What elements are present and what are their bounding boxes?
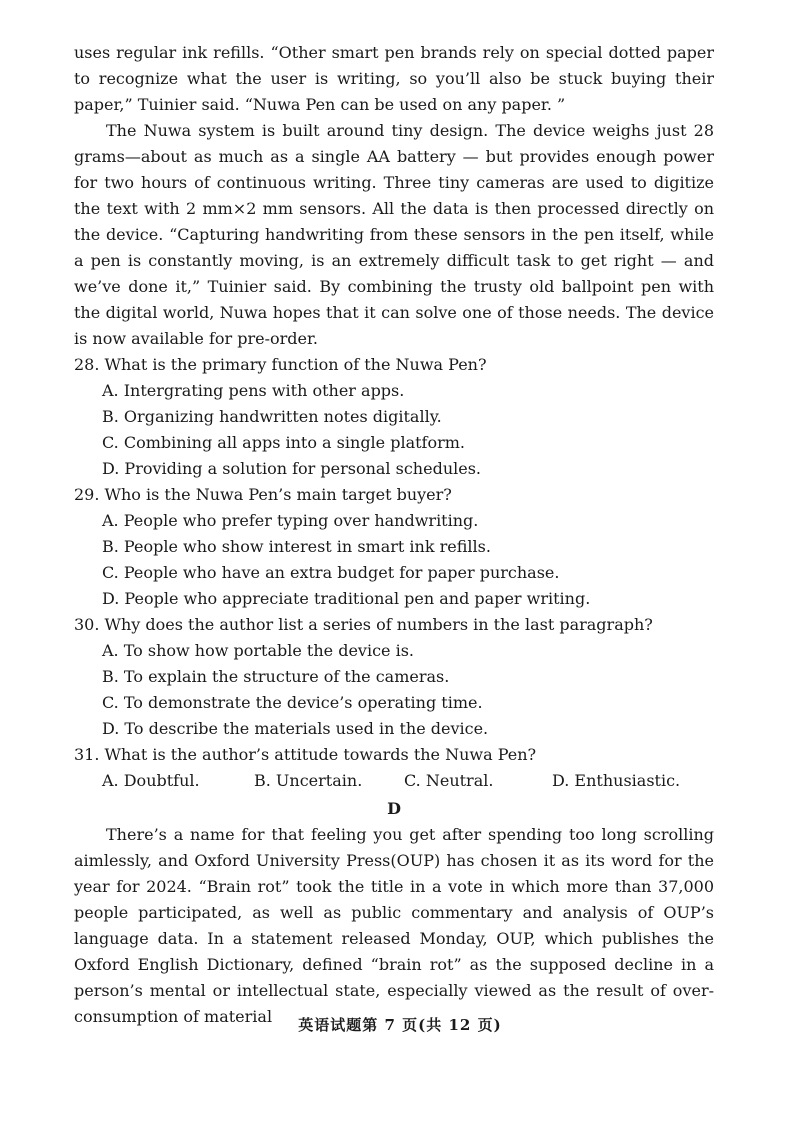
passage-c-paragraph-2: The Nuwa system is built around tiny design. The device weighs just 28 grams—about as much as a single AA battery — but provides enough power for two hours of continuous writing. Three tiny cameras are used to digitize the text with 2 mm×2 mm sensors. All the data is then processed directly on the device. “Capturing handwriting from these sensors in the pen itself, while a pen is constantly moving, is an extremely difficult task to get right — and we’ve done it,” Tuinier said. By combining the trusty old ballpoint pen with the digital world, Nuwa hopes that it can solve one of those needs. The device is now available for pre-order. (74, 121, 714, 348)
option-b: B. To explain the structure of the cameras. (102, 667, 450, 686)
option-c: C. Neutral. (404, 771, 494, 790)
option-b: B. People who show interest in smart ink refills. (102, 537, 491, 556)
passage-c-paragraph-1: uses regular ink refills. “Other smart pen brands rely on special dotted paper to recognize what the user is writing, so you’ll also be stuck buying their paper,” Tuinier said. “Nuwa Pen can be used on any paper. ” (74, 43, 714, 114)
option-b: B. Uncertain. (254, 771, 363, 790)
option-a: A. Intergrating pens with other apps. (102, 381, 405, 400)
question-stem: 29. Who is the Nuwa Pen’s main target buyer? (74, 485, 452, 504)
question-28 (74, 352, 714, 482)
page-body (74, 40, 714, 1030)
question-29 (74, 482, 714, 612)
option-d: D. Enthusiastic. (552, 771, 681, 790)
question-stem: 31. What is the author’s attitude towards the Nuwa Pen? (74, 745, 537, 764)
inline-options (102, 768, 714, 794)
question-30 (74, 612, 714, 742)
option-c: C. Combining all apps into a single platform. (102, 433, 466, 452)
page-footer: 英语试题第 7 页(共 12 页) (298, 1016, 502, 1034)
section-d-paragraph: There’s a name for that feeling you get after spending too long scrolling aimlessly, and Oxford University Press(OUP) has chosen it as its word for the year for 2024. “Brain rot” took the title in a vote in which more than 37,000 people participated, as well as public commentary and analysis of OUP’s language data. In a statement released Monday, OUP, which publishes the Oxford English Dictionary, defined “brain rot” as the supposed decline in a person’s mental or intellectual state, especially viewed as the result of over-consumption of material (74, 825, 714, 1026)
option-c: C. To demonstrate the device’s operating time. (102, 693, 483, 712)
option-a: A. People who prefer typing over handwriting. (102, 511, 479, 530)
option-a: A. Doubtful. (102, 771, 200, 790)
question-stem: 30. Why does the author list a series of numbers in the last paragraph? (74, 615, 653, 634)
question-31 (74, 742, 714, 794)
option-a: A. To show how portable the device is. (102, 641, 415, 660)
question-stem: 28. What is the primary function of the Nuwa Pen? (74, 355, 487, 374)
option-d: D. To describe the materials used in the device. (102, 719, 489, 738)
option-c: C. People who have an extra budget for paper purchase. (102, 563, 560, 582)
option-d: D. People who appreciate traditional pen and paper writing. (102, 589, 591, 608)
option-d: D. Providing a solution for personal schedules. (102, 459, 481, 478)
section-d-heading: D (387, 799, 401, 818)
option-b: B. Organizing handwritten notes digitally. (102, 407, 442, 426)
